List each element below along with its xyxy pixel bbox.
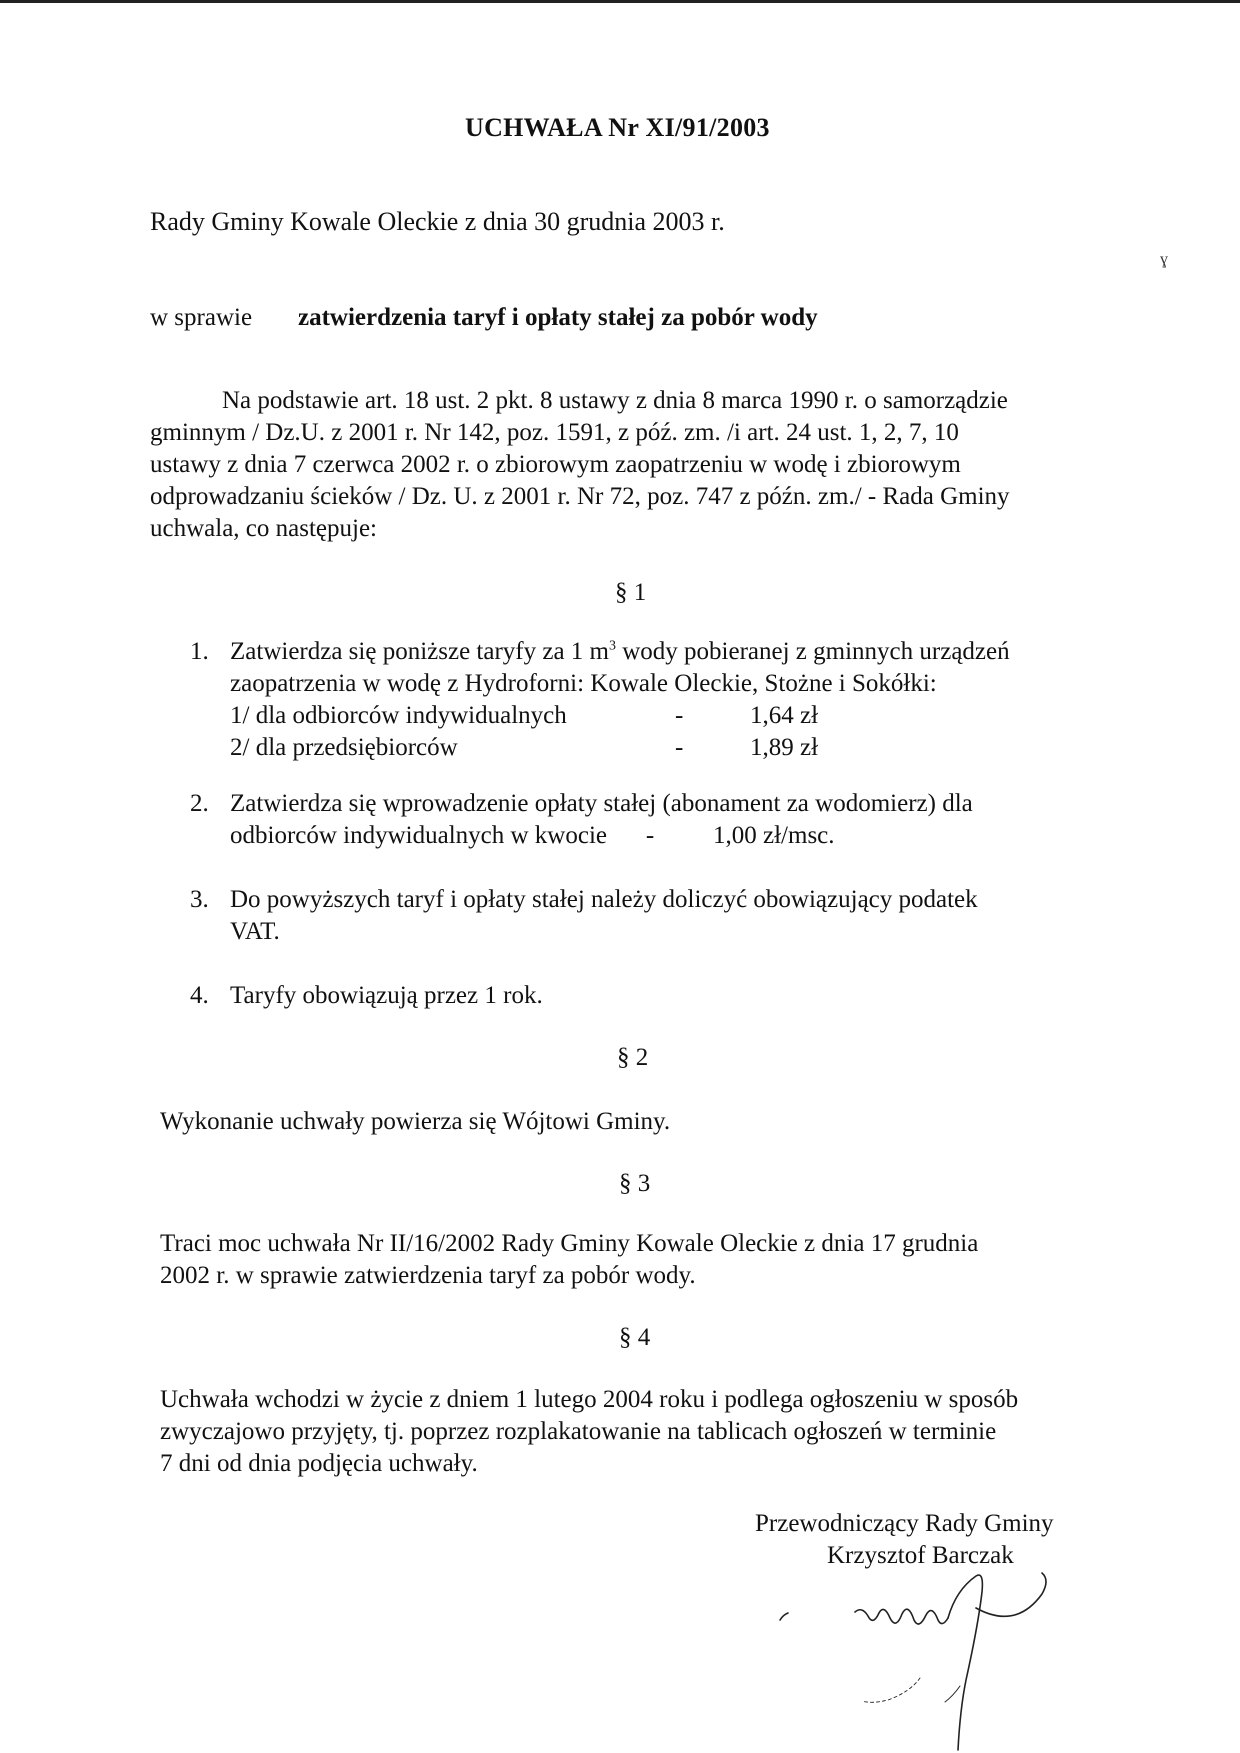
preamble-line: gminnym / Dz.U. z 2001 r. Nr 142, poz. 1591, z póź. zm. /i art. 24 ust. 1, 2, 7, 10: [150, 419, 959, 446]
signatory-role: Przewodniczący Rady Gminy: [755, 1510, 1054, 1537]
fee-value: 1,00 zł/msc.: [713, 822, 835, 849]
tariff-row: [230, 700, 1090, 732]
item-body: [230, 884, 1090, 948]
subject-row: [150, 302, 818, 334]
paragraph-line: 2002 r. w sprawie zatwierdzenia taryf za pobór wody.: [160, 1262, 696, 1289]
paragraph-line: Wykonanie uchwały powierza się Wójtowi Gminy.: [160, 1108, 671, 1135]
subject-prefix: w sprawie: [150, 304, 253, 331]
item-body: [230, 636, 1090, 764]
item-line: Do powyższych taryf i opłaty stałej należy doliczyć obowiązujący podatek: [230, 886, 978, 913]
tariff-label: 2/ dla przedsiębiorców: [230, 734, 458, 761]
item-line: Taryfy obowiązują przez 1 rok.: [230, 982, 543, 1009]
item-body: [230, 788, 1090, 852]
paragraph-line: zwyczajowo przyjęty, tj. poprzez rozplakatowanie na tablicach ogłoszeń w terminie: [160, 1418, 997, 1445]
item-line: Zatwierdza się wprowadzenie opłaty stałej (abonament za wodomierz) dla: [230, 790, 973, 817]
item-body: [230, 980, 1090, 1012]
section4-paragraph: [160, 1384, 1090, 1480]
section-mark-1: § 1: [615, 579, 647, 606]
signature-block: [755, 1508, 1095, 1572]
item-text: wody pobieranej z gminnych urządzeń: [616, 638, 1010, 665]
superscript: 3: [609, 638, 616, 654]
item-number: 2.: [190, 790, 209, 817]
handwritten-signature: [770, 1568, 1070, 1753]
paragraph-line: Traci moc uchwała Nr II/16/2002 Rady Gminy Kowale Oleckie z dnia 17 grudnia: [160, 1230, 979, 1257]
signatory-name: Krzysztof Barczak: [827, 1542, 1014, 1569]
item-number: 4.: [190, 982, 209, 1009]
section-mark-2: § 2: [617, 1044, 649, 1071]
tariff-value: 1,64 zł: [750, 702, 819, 729]
section-mark-4: § 4: [619, 1324, 651, 1351]
preamble-line: uchwala, co następuje:: [150, 515, 377, 542]
tariff-label: 1/ dla odbiorców indywidualnych: [230, 702, 567, 729]
fee-label: odbiorców indywidualnych w kwocie: [230, 822, 608, 849]
item-number: 3.: [190, 886, 209, 913]
item-line: VAT.: [230, 918, 280, 945]
resolution-title: UCHWAŁA Nr XI/91/2003: [465, 113, 770, 142]
section3-paragraph: [160, 1228, 1090, 1292]
item-number: 1.: [190, 638, 209, 665]
item-line: [230, 820, 1090, 852]
tariff-row: [230, 732, 1090, 764]
section2-paragraph: [160, 1106, 1090, 1138]
item-text: Zatwierdza się poniższe taryfy za 1 m: [230, 638, 609, 665]
stray-scan-mark: ɣ: [1160, 251, 1168, 268]
section-mark-3: § 3: [619, 1170, 651, 1197]
fee-dash: -: [645, 822, 655, 849]
item-line: [230, 636, 1090, 668]
tariff-dash: -: [675, 702, 684, 729]
item-line: zaopatrzenia w wodę z Hydroforni: Kowale Oleckie, Stożne i Sokółki:: [230, 670, 937, 697]
resolution-subtitle: Rady Gminy Kowale Oleckie z dnia 30 grudnia 2003 r.: [150, 207, 725, 236]
preamble-line: odprowadzaniu ścieków / Dz. U. z 2001 r. Nr 72, poz. 747 z późn. zm./ - Rada Gminy: [150, 483, 1010, 510]
subject-text: zatwierdzenia taryf i opłaty stałej za pobór wody: [298, 304, 818, 331]
paragraph-line: Uchwała wchodzi w życie z dniem 1 lutego 2004 roku i podlega ogłoszeniu w sposób: [160, 1386, 1019, 1413]
preamble: [150, 385, 1090, 545]
top-border-line: [0, 0, 1240, 3]
preamble-line: ustawy z dnia 7 czerwca 2002 r. o zbiorowym zaopatrzeniu w wodę i zbiorowym: [150, 451, 961, 478]
preamble-line: Na podstawie art. 18 ust. 2 pkt. 8 ustawy z dnia 8 marca 1990 r. o samorządzie: [222, 387, 1008, 414]
tariff-dash: -: [675, 734, 684, 761]
tariff-value: 1,89 zł: [750, 734, 819, 761]
paragraph-line: 7 dni od dnia podjęcia uchwały.: [160, 1450, 478, 1477]
